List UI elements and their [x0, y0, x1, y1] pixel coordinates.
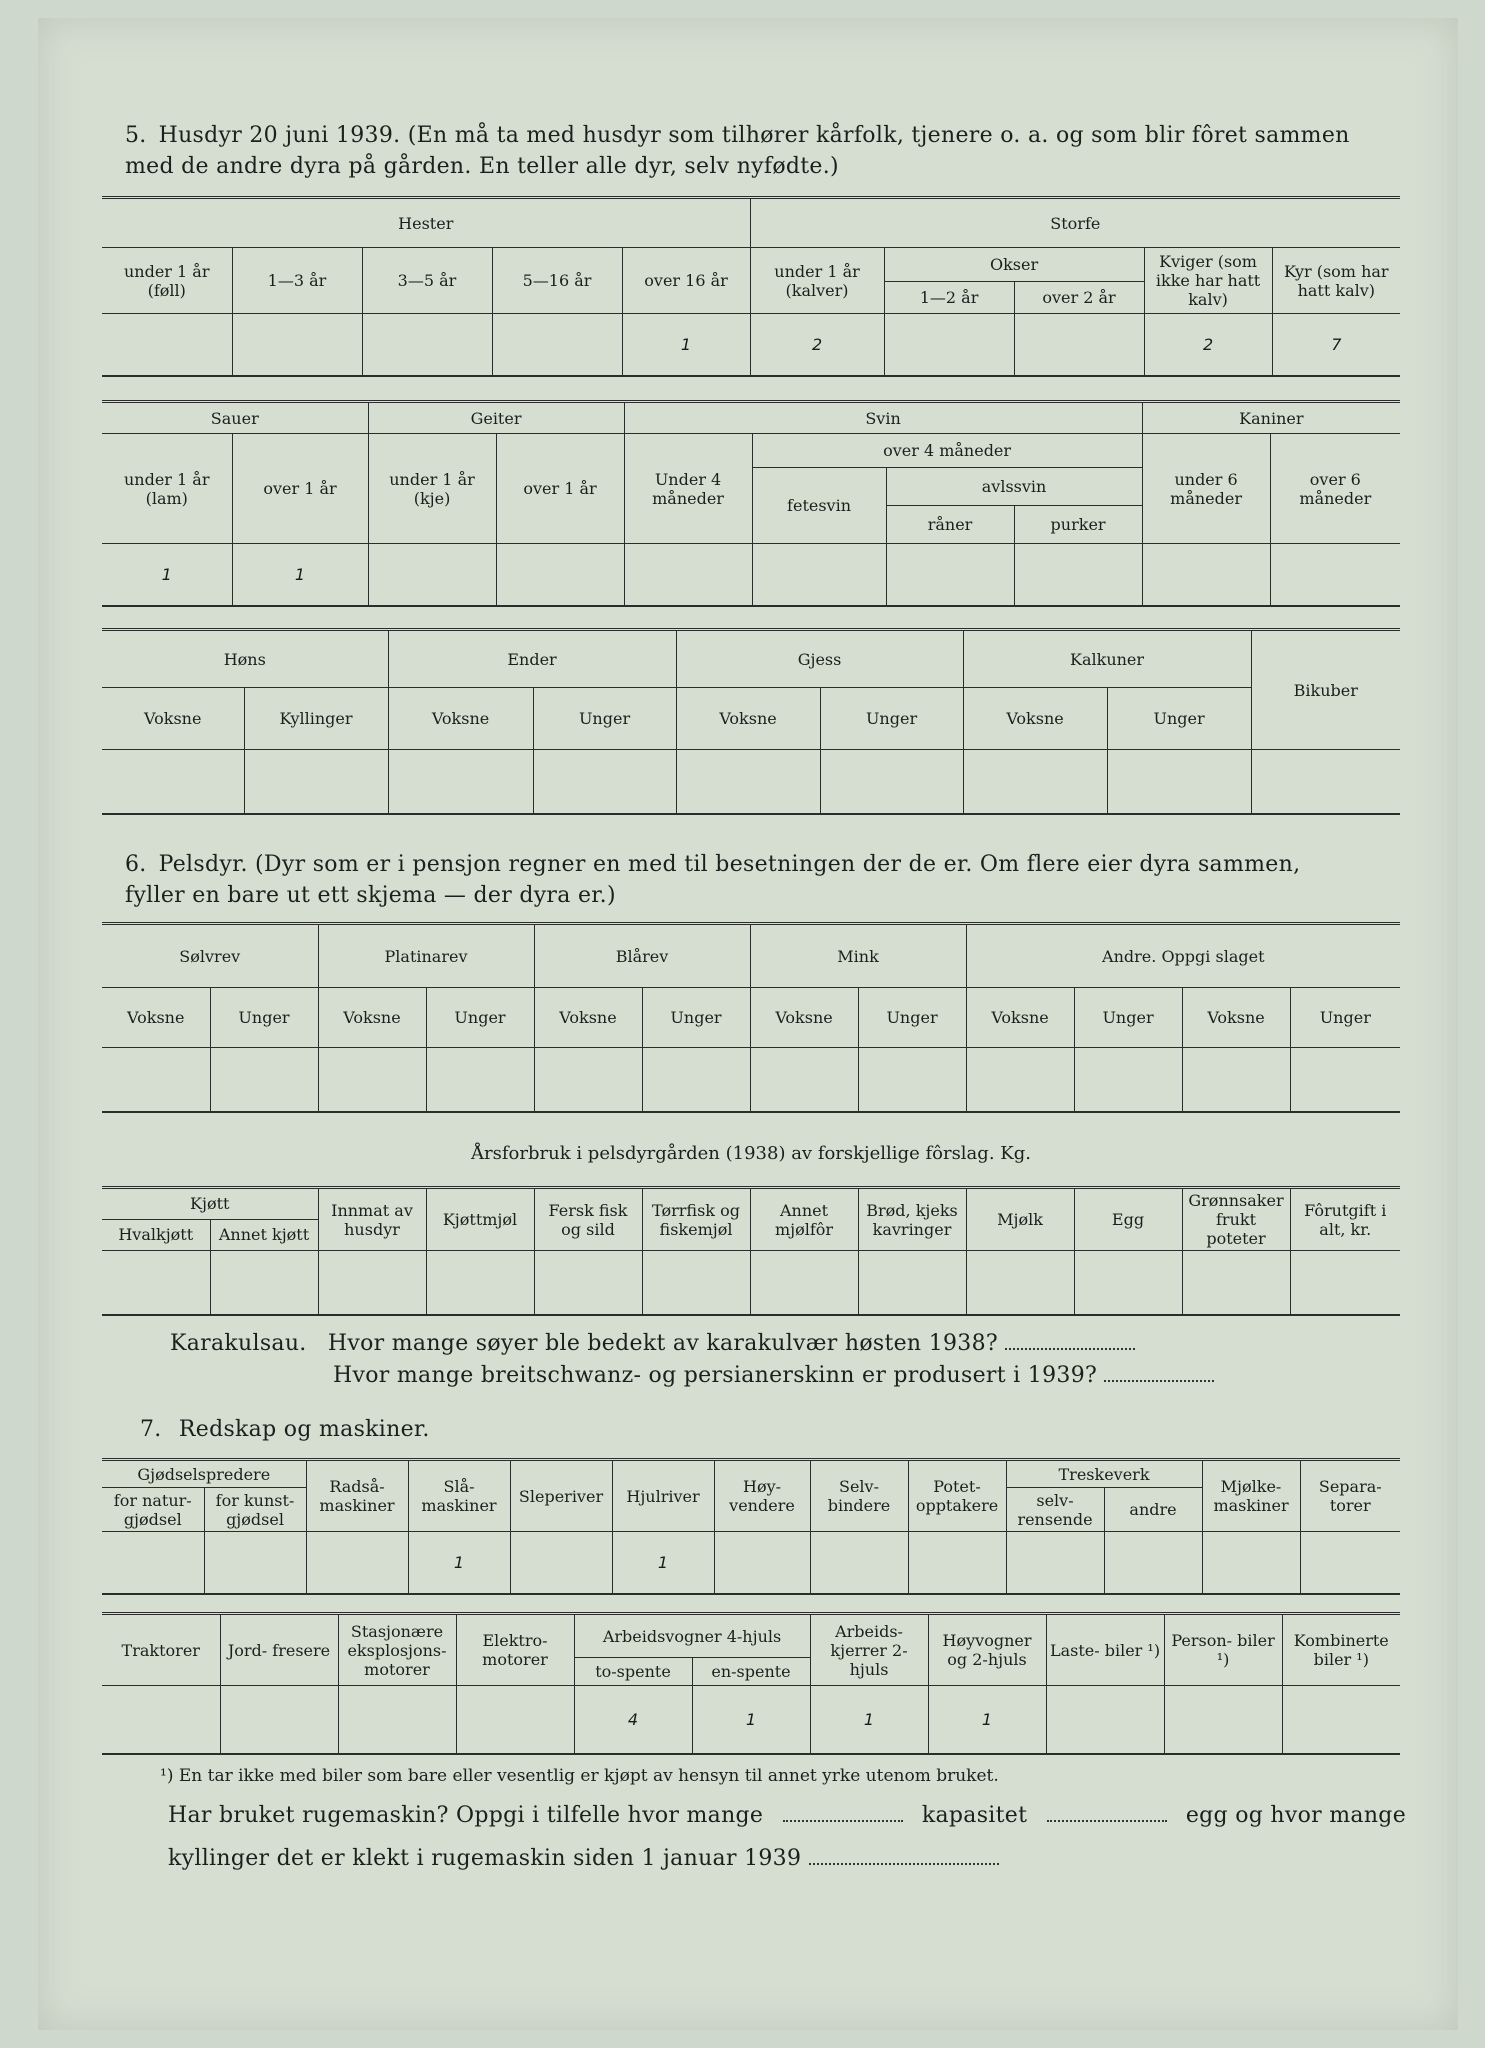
- redskap-col-lastebiler: Laste- biler ¹): [1046, 1614, 1164, 1686]
- redskap-value-personbiler[interactable]: [1164, 1686, 1282, 1754]
- redskap-value-sla[interactable]: 1: [408, 1532, 510, 1594]
- redskap-value-hoyvogner[interactable]: 1: [928, 1686, 1046, 1754]
- gjodsel-col-natur: for natur- gjødsel: [102, 1488, 204, 1532]
- forbruk-col-innmat: Innmat av husdyr: [318, 1188, 426, 1251]
- kviger-value[interactable]: 2: [1144, 314, 1272, 376]
- redskap-col-mjolke: Mjølke- maskiner: [1202, 1460, 1300, 1532]
- hester-col-over16: over 16 år: [622, 248, 750, 314]
- svin-value-purker[interactable]: [1014, 544, 1142, 606]
- kaniner-col-over6: over 6 måneder: [1270, 434, 1400, 544]
- kaniner-header: Kaniner: [1142, 402, 1400, 434]
- section-number: 7.: [140, 1417, 162, 1442]
- forbruk-col-fersk-fisk: Fersk fisk og sild: [534, 1188, 642, 1251]
- gjess-value-voksne[interactable]: [676, 750, 820, 814]
- gjess-header: Gjess: [676, 630, 963, 688]
- fjaerfe-table: [102, 628, 1400, 815]
- redskap-value-elektromotorer[interactable]: [456, 1686, 574, 1754]
- kalkuner-value-voksne[interactable]: [963, 750, 1107, 814]
- rugemaskin-question-line2: kyllinger det er klekt i rugemaskin siden 1 januar 1939: [168, 1846, 802, 1871]
- kaniner-col-under6: under 6 måneder: [1142, 434, 1270, 544]
- kaniner-value-over6[interactable]: [1270, 544, 1400, 606]
- redskap-col-jordfresere: Jord- fresere: [220, 1614, 338, 1686]
- sauer-svin-table: [102, 400, 1400, 607]
- forbruk-value-cell[interactable]: [1074, 1251, 1182, 1315]
- kjott-header: Kjøtt: [102, 1188, 318, 1220]
- section5-intro: [125, 120, 1405, 182]
- rugemaskin-capacity-field[interactable]: [1047, 1802, 1167, 1822]
- redskap-value-natur[interactable]: [102, 1532, 204, 1594]
- hons-header: Høns: [102, 630, 388, 688]
- gjodsel-col-kunst: for kunst- gjødsel: [204, 1488, 306, 1532]
- okser-header: Okser: [884, 248, 1144, 282]
- hester-value-foll[interactable]: [102, 314, 232, 376]
- storfe-value-kalver[interactable]: 2: [750, 314, 884, 376]
- hester-header: Hester: [102, 198, 750, 248]
- hester-value-5-16[interactable]: [492, 314, 622, 376]
- forbruk-col-torrfisk: Tørrfisk og fiskemjøl: [642, 1188, 750, 1251]
- redskap-col-traktorer: Traktorer: [102, 1614, 220, 1686]
- svin-value-under4[interactable]: [624, 544, 752, 606]
- karakul-line2: [333, 1362, 1214, 1390]
- redskap-value-hoyvendere[interactable]: [714, 1532, 810, 1594]
- treskeverk-header: Treskeverk: [1006, 1460, 1202, 1488]
- okser-value-1-2[interactable]: [884, 314, 1014, 376]
- redskap-col-kombinerte: Kombinerte biler ¹): [1282, 1614, 1400, 1686]
- treskeverk-col-selvrensende: selv- rensende: [1006, 1488, 1104, 1532]
- karakul-line1: [170, 1330, 1135, 1358]
- hester-col-foll: under 1 år (føll): [102, 248, 232, 314]
- arbeidsvogner-header: Arbeidsvogner 4-hjuls: [574, 1614, 810, 1658]
- redskap-value-lastebiler[interactable]: [1046, 1686, 1164, 1754]
- section5-text-line1: Husdyr 20 juni 1939. (En må ta med husdyr som tilhører kårfolk, tjenere o. a. og som blir fôret sammen: [158, 123, 1350, 148]
- forbruk-col-gronnsaker: Grønnsaker frukt poteter: [1182, 1188, 1290, 1251]
- hons-col-voksne: Voksne: [102, 688, 244, 750]
- redskap-value-potet[interactable]: [908, 1532, 1006, 1594]
- section7-title-text: Redskap og maskiner.: [178, 1417, 430, 1442]
- forbruk-col-egg: Egg: [1074, 1188, 1182, 1251]
- pelsdyr-value-cell[interactable]: [534, 1048, 642, 1112]
- mink-col-voksne: Voksne: [750, 988, 858, 1048]
- section7-title: [140, 1416, 430, 1444]
- forbruk-value-cell[interactable]: [1290, 1251, 1400, 1315]
- redskap-col-separatorer: Separa- torer: [1300, 1460, 1400, 1532]
- svin-col-purker: purker: [1014, 506, 1142, 544]
- redskap-col-radsa: Radså- maskiner: [306, 1460, 408, 1532]
- geiter-header: Geiter: [368, 402, 624, 434]
- svin-value-fetesvin[interactable]: [752, 544, 886, 606]
- andre-header: Andre. Oppgi slaget: [966, 924, 1400, 988]
- forbruk-col-brod: Brød, kjeks kavringer: [858, 1188, 966, 1251]
- redskap-col-hoyvogner: Høyvogner og 2-hjuls: [928, 1614, 1046, 1686]
- forbruk-value-cell[interactable]: [966, 1251, 1074, 1315]
- kalkuner-value-unger[interactable]: [1107, 750, 1251, 814]
- hester-value-3-5[interactable]: [362, 314, 492, 376]
- okser-col-over2: over 2 år: [1014, 282, 1144, 314]
- pelsdyr-value-cell[interactable]: [210, 1048, 318, 1112]
- platinarev-col-voksne: Voksne: [318, 988, 426, 1048]
- svin-value-raner[interactable]: [886, 544, 1014, 606]
- hester-col-1-3: 1—3 år: [232, 248, 362, 314]
- andre1-col-voksne: Voksne: [966, 988, 1074, 1048]
- redskap-value-andre[interactable]: [1104, 1532, 1202, 1594]
- pelsdyr-value-cell[interactable]: [642, 1048, 750, 1112]
- forbruk-value-cell[interactable]: [642, 1251, 750, 1315]
- kalkuner-col-voksne: Voksne: [963, 688, 1107, 750]
- ender-col-unger: Unger: [533, 688, 676, 750]
- okser-col-1-2: 1—2 år: [884, 282, 1014, 314]
- redskap-col-sleperiver: Sleperiver: [510, 1460, 612, 1532]
- forbruk-value-cell[interactable]: [534, 1251, 642, 1315]
- mink-header: Mink: [750, 924, 966, 988]
- storfe-col-kviger: Kviger (som ikke har hatt kalv): [1144, 248, 1272, 314]
- hons-value-voksne[interactable]: [102, 750, 244, 814]
- pelsdyr-value-cell[interactable]: [426, 1048, 534, 1112]
- pelsdyr-value-cell[interactable]: [750, 1048, 858, 1112]
- forbruk-col-annet-mjolfor: Annet mjølfôr: [750, 1188, 858, 1251]
- karakul-label: Karakulsau.: [170, 1331, 307, 1356]
- hester-col-3-5: 3—5 år: [362, 248, 492, 314]
- redskap-value-mjolke[interactable]: [1202, 1532, 1300, 1594]
- redskap-value-sleperiver[interactable]: [510, 1532, 612, 1594]
- redskap-value-traktorer[interactable]: [102, 1686, 220, 1754]
- pelsdyr-value-cell[interactable]: [1290, 1048, 1400, 1112]
- forbruk-value-cell[interactable]: [318, 1251, 426, 1315]
- redskap-col-hjulriver: Hjulriver: [612, 1460, 714, 1532]
- forbruk-col-mjolk: Mjølk: [966, 1188, 1074, 1251]
- ender-value-unger[interactable]: [533, 750, 676, 814]
- pelsdyr-value-cell[interactable]: [966, 1048, 1074, 1112]
- karakul-question2: Hvor mange breitschwanz- og persianerskinn er produsert i 1939?: [333, 1363, 1098, 1388]
- ender-col-voksne: Voksne: [388, 688, 533, 750]
- hester-value-1-3[interactable]: [232, 314, 362, 376]
- karakul-answer1[interactable]: [1005, 1330, 1135, 1350]
- blarev-header: Blårev: [534, 924, 750, 988]
- ender-header: Ender: [388, 630, 676, 688]
- forbruk-title: Årsforbruk i pelsdyrgården (1938) av forskjellige fôrslag. Kg.: [471, 1143, 1031, 1164]
- solvrev-header: Sølvrev: [102, 924, 318, 988]
- rugemaskin-chicks-field[interactable]: [809, 1845, 999, 1865]
- redskap-col-elektromotorer: Elektro- motorer: [456, 1614, 574, 1686]
- pelsdyr-table: [102, 922, 1400, 1113]
- redskap-value-kombinerte[interactable]: [1282, 1686, 1400, 1754]
- sauer-value-lam[interactable]: 1: [102, 544, 232, 606]
- redskap-value-selvbindere[interactable]: [810, 1532, 908, 1594]
- svin-over4-header: over 4 måneder: [752, 434, 1142, 468]
- forbruk-value-cell[interactable]: [102, 1251, 210, 1315]
- rugemaskin-question-part2: kapasitet: [921, 1803, 1028, 1828]
- geiter-col-kje: under 1 år (kje): [368, 434, 496, 544]
- section-number: 5.: [125, 123, 147, 148]
- pelsdyr-value-cell[interactable]: [858, 1048, 966, 1112]
- section-number: 6.: [125, 852, 147, 877]
- kalkuner-header: Kalkuner: [963, 630, 1251, 688]
- geiter-value-kje[interactable]: [368, 544, 496, 606]
- solvrev-col-voksne: Voksne: [102, 988, 210, 1048]
- pelsdyr-value-cell[interactable]: [1182, 1048, 1290, 1112]
- andre1-col-unger: Unger: [1074, 988, 1182, 1048]
- redskap-value-tospente[interactable]: 4: [574, 1686, 692, 1754]
- rugemaskin-line1: [168, 1802, 1406, 1830]
- redskap-col-arbeidskjerrer: Arbeids- kjerrer 2-hjuls: [810, 1614, 928, 1686]
- redskap-value-enspente[interactable]: 1: [692, 1686, 810, 1754]
- redskap-value-jordfresere[interactable]: [220, 1686, 338, 1754]
- kjott-col-annet: Annet kjøtt: [210, 1219, 318, 1251]
- redskap-col-selvbindere: Selv- bindere: [810, 1460, 908, 1532]
- svin-col-raner: råner: [886, 506, 1014, 544]
- sauer-col-lam: under 1 år (lam): [102, 434, 232, 544]
- redskap-col-potet: Potet- opptakere: [908, 1460, 1006, 1532]
- kyr-value[interactable]: 7: [1272, 314, 1400, 376]
- geiter-value-over1[interactable]: [496, 544, 624, 606]
- redskap-col-stasjonaere: Stasjonære eksplosjons- motorer: [338, 1614, 456, 1686]
- redskap-value-hjulriver[interactable]: 1: [612, 1532, 714, 1594]
- kalkuner-col-unger: Unger: [1107, 688, 1251, 750]
- gjess-value-unger[interactable]: [820, 750, 963, 814]
- treskeverk-col-andre: andre: [1104, 1488, 1202, 1532]
- forbruk-value-cell[interactable]: [1182, 1251, 1290, 1315]
- pelsdyr-value-cell[interactable]: [102, 1048, 210, 1112]
- rugemaskin-question-part1: Har bruket rugemaskin? Oppgi i tilfelle hvor mange: [168, 1803, 764, 1828]
- hons-value-kyllinger[interactable]: [244, 750, 388, 814]
- svin-avlssvin-header: avlssvin: [886, 468, 1142, 506]
- redskap-value-stasjonaere[interactable]: [338, 1686, 456, 1754]
- solvrev-col-unger: Unger: [210, 988, 318, 1048]
- section6-text-line2: fyller en bare ut ett skjema — der dyra er.): [125, 883, 616, 908]
- blarev-col-voksne: Voksne: [534, 988, 642, 1048]
- forbruk-value-cell[interactable]: [210, 1251, 318, 1315]
- gjodsel-header: Gjødselspredere: [102, 1460, 306, 1488]
- redskap-table-1: [102, 1458, 1400, 1595]
- redskap-col-hoyvendere: Høy- vendere: [714, 1460, 810, 1532]
- redskap-value-kunst[interactable]: [204, 1532, 306, 1594]
- sauer-col-over1: over 1 år: [232, 434, 368, 544]
- geiter-col-over1: over 1 år: [496, 434, 624, 544]
- platinarev-col-unger: Unger: [426, 988, 534, 1048]
- pelsdyr-value-cell[interactable]: [1074, 1048, 1182, 1112]
- karakul-answer2[interactable]: [1104, 1362, 1214, 1382]
- rugemaskin-count-field[interactable]: [783, 1802, 903, 1822]
- redskap-value-arbeidskjerrer[interactable]: 1: [810, 1686, 928, 1754]
- gjess-col-unger: Unger: [820, 688, 963, 750]
- gjess-col-voksne: Voksne: [676, 688, 820, 750]
- arbeidsvogner-col-tospente: to-spente: [574, 1658, 692, 1686]
- rugemaskin-question-part3: egg og hvor mange: [1185, 1803, 1407, 1828]
- mink-col-unger: Unger: [858, 988, 966, 1048]
- hester-value-over16[interactable]: 1: [622, 314, 750, 376]
- arbeidsvogner-col-enspente: en-spente: [692, 1658, 810, 1686]
- ender-value-voksne[interactable]: [388, 750, 533, 814]
- redskap-value-separatorer[interactable]: [1300, 1532, 1400, 1594]
- platinarev-header: Platinarev: [318, 924, 534, 988]
- karakul-question1: Hvor mange søyer ble bedekt av karakulvær høsten 1938?: [327, 1331, 998, 1356]
- bikuber-value[interactable]: [1251, 750, 1400, 814]
- storfe-col-kalver: under 1 år (kalver): [750, 248, 884, 314]
- svin-col-fetesvin: fetesvin: [752, 468, 886, 544]
- forbruk-value-cell[interactable]: [858, 1251, 966, 1315]
- storfe-header: Storfe: [750, 198, 1400, 248]
- kaniner-value-under6[interactable]: [1142, 544, 1270, 606]
- footnote: ¹) En tar ikke med biler som bare eller vesentlig er kjøpt av hensyn til annet yrke utenom bruket.: [160, 1766, 999, 1786]
- storfe-col-kyr: Kyr (som har hatt kalv): [1272, 248, 1400, 314]
- bikuber-header: Bikuber: [1251, 630, 1400, 750]
- section6-intro: [125, 849, 1405, 911]
- redskap-col-sla: Slå- maskiner: [408, 1460, 510, 1532]
- sauer-header: Sauer: [102, 402, 368, 434]
- pelsdyr-value-cell[interactable]: [318, 1048, 426, 1112]
- kjott-col-hvalkjott: Hvalkjøtt: [102, 1219, 210, 1251]
- rugemaskin-line2: [168, 1845, 999, 1873]
- redskap-col-personbiler: Person- biler ¹): [1164, 1614, 1282, 1686]
- section6-text-line1: Pelsdyr. (Dyr som er i pensjon regner en med til besetningen der de er. Om flere eier dyra sammen,: [158, 852, 1301, 877]
- forbruk-col-forutgift: Fôrutgift i alt, kr.: [1290, 1188, 1400, 1251]
- blarev-col-unger: Unger: [642, 988, 750, 1048]
- redskap-value-radsa[interactable]: [306, 1532, 408, 1594]
- forbruk-value-cell[interactable]: [750, 1251, 858, 1315]
- hester-storfe-table: [102, 196, 1400, 377]
- hester-col-5-16: 5—16 år: [492, 248, 622, 314]
- sauer-value-over1[interactable]: 1: [232, 544, 368, 606]
- okser-value-over2[interactable]: [1014, 314, 1144, 376]
- svin-header: Svin: [624, 402, 1142, 434]
- forbruk-table: [102, 1186, 1400, 1316]
- redskap-value-selvrensende[interactable]: [1006, 1532, 1104, 1594]
- svin-col-under4: Under 4 måneder: [624, 434, 752, 544]
- forbruk-value-cell[interactable]: [426, 1251, 534, 1315]
- redskap-table-2: [102, 1612, 1400, 1755]
- hons-col-kyllinger: Kyllinger: [244, 688, 388, 750]
- andre2-col-unger: Unger: [1290, 988, 1400, 1048]
- section5-text-line2: med de andre dyra på gården. En teller alle dyr, selv nyfødte.): [125, 154, 839, 179]
- forbruk-col-kjottmjol: Kjøttmjøl: [426, 1188, 534, 1251]
- andre2-col-voksne: Voksne: [1182, 988, 1290, 1048]
